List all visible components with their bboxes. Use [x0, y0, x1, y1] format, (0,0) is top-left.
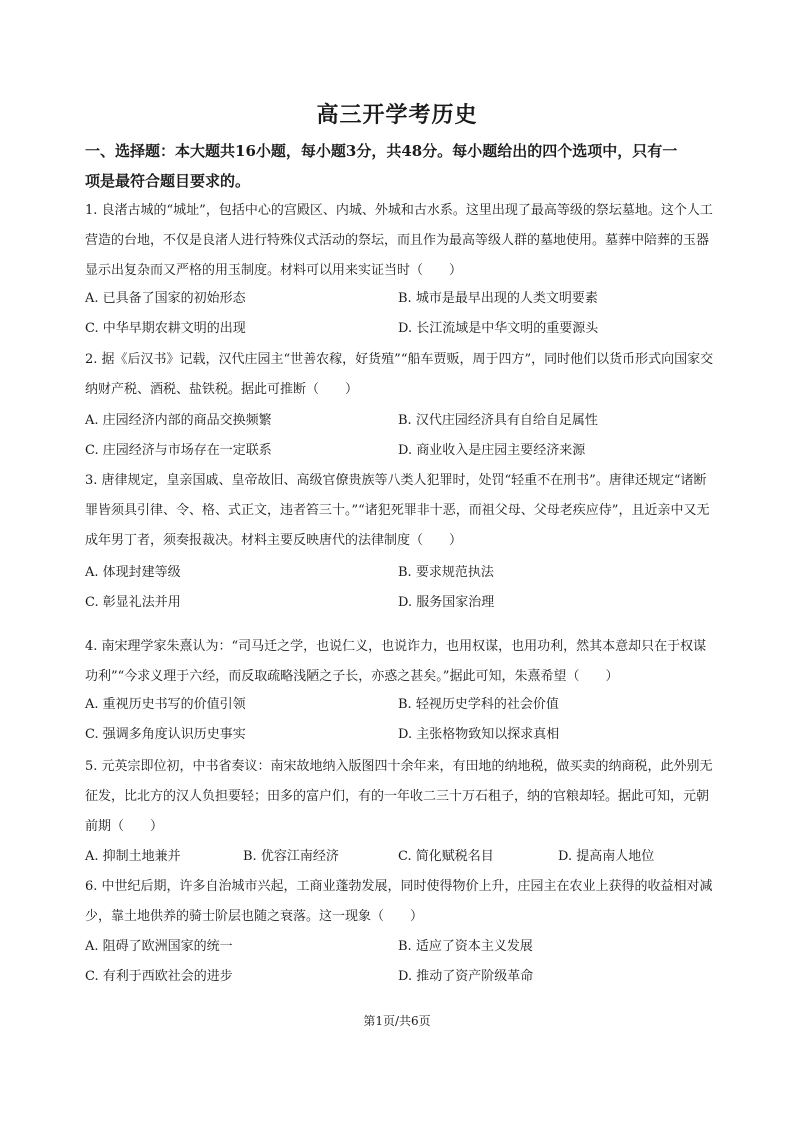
question-4-option-d: D. 主张格物致知以探求真相: [398, 727, 560, 742]
question-6-option-d: D. 推动了资产阶级革命: [398, 969, 534, 984]
question-5-option-a: A. 抑制土地兼并: [85, 849, 181, 864]
question-2-option-b: B. 汉代庄园经济具有自给自足属性: [398, 413, 598, 428]
section-heading-line2: 项是最符合题目要求的。: [85, 172, 251, 190]
question-1-option-c: C. 中华早期农耕文明的出现: [85, 321, 246, 336]
question-3-option-c: C. 彰显礼法并用: [85, 595, 181, 610]
question-2-option-d: D. 商业收入是庄园主要经济来源: [398, 443, 586, 458]
question-1-option-d: D. 长江流域是中华文明的重要源头: [398, 321, 599, 336]
question-5-option-d: D. 提高南人地位: [558, 849, 655, 864]
section-heading-line1: 一、选择题：本大题共16小题，每小题3分，共48分。每小题给出的四个选项中，只有一: [85, 142, 678, 160]
question-5-option-c: C. 简化赋税名目: [398, 849, 494, 864]
question-3-option-b: B. 要求规范执法: [398, 565, 494, 580]
question-5-option-b: B. 优容江南经济: [243, 849, 339, 864]
question-2-option-a: A. 庄园经济内部的商品交换频繁: [85, 413, 272, 428]
question-6-option-c: C. 有利于西欧社会的进步: [85, 969, 233, 984]
page-title: 高三开学考历史: [316, 102, 478, 128]
question-3-option-a: A. 体现封建等级: [85, 565, 181, 580]
question-4-option-c: C. 强调多角度认识历史事实: [85, 727, 246, 742]
question-2-option-c: C. 庄园经济与市场存在一定联系: [85, 443, 272, 458]
question-1-option-a: A. 已具备了国家的初始形态: [85, 291, 246, 306]
question-3-option-d: D. 服务国家治理: [398, 595, 495, 610]
question-2-stem: 2. 据《后汉书》记载，汉代庄园主“世善农稼，好货殖”“船车贾贩，周于四方”，同时他们以货币形式向国家交纳财产税、酒税、盐铁税。据此可推断（ ）: [85, 352, 714, 397]
question-5-stem: 5. 元英宗即位初，中书省奏议：南宋故地纳入版图四十余年来，有田地的纳地税，做买卖的纳商税，此外别无征发，比北方的汉人负担要轻；田多的富户们，有的一年收二三十万石租子，纳的官粮却轻。据此可知，元朝前期（ ）: [85, 759, 713, 834]
question-6-option-a: A. 阻碍了欧洲国家的统一: [85, 939, 233, 954]
question-4-stem: 4. 南宋理学家朱熹认为：“司马迁之学，也说仁义，也说诈力，也用权谋，也用功利，然其本意却只在于权谋功利”“今求义理于六经，而反取疏略浅陋之子长，亦惑之甚矣。”据此可知，朱熹希望（ ）: [85, 639, 707, 684]
question-4-option-b: B. 轻视历史学科的社会价值: [398, 697, 559, 712]
question-6-stem: 6. 中世纪后期，许多自治城市兴起，工商业蓬勃发展，同时使得物价上升，庄园主在农业上获得的收益相对减少，靠土地供养的骑士阶层也随之衰落。这一现象（ ）: [85, 879, 713, 924]
question-6-option-b: B. 适应了资本主义发展: [398, 939, 533, 954]
question-1-stem: 1. 良渚古城的“城址”，包括中心的宫殿区、内城、外城和古水系。这里出现了最高等级的祭坛墓地。这个人工营造的台地，不仅是良渚人进行特殊仪式活动的祭坛，而且作为最高等级人群的墓地使用。墓葬中陪葬的玉器显示出复杂而又严格的用玉制度。材料可以用来实证当时（ ）: [85, 203, 713, 278]
page-footer: 第1页/共6页: [363, 1014, 431, 1028]
question-4-option-a: A. 重视历史书写的价值引领: [85, 697, 246, 712]
question-3-stem: 3. 唐律规定，皇亲国戚、皇帝故旧、高级官僚贵族等八类人犯罪时，处罚“轻重不在刑书”。唐律还规定“诸断罪皆须具引律、令、格、式正文，违者笞三十。”“诸犯死罪非十恶，而祖父母、父母老疾应侍”，且近亲中又无成年男丁者，须奏报裁决。材料主要反映唐代的法律制度（ ）: [85, 473, 710, 548]
question-1-option-b: B. 城市是最早出现的人类文明要素: [398, 291, 598, 306]
